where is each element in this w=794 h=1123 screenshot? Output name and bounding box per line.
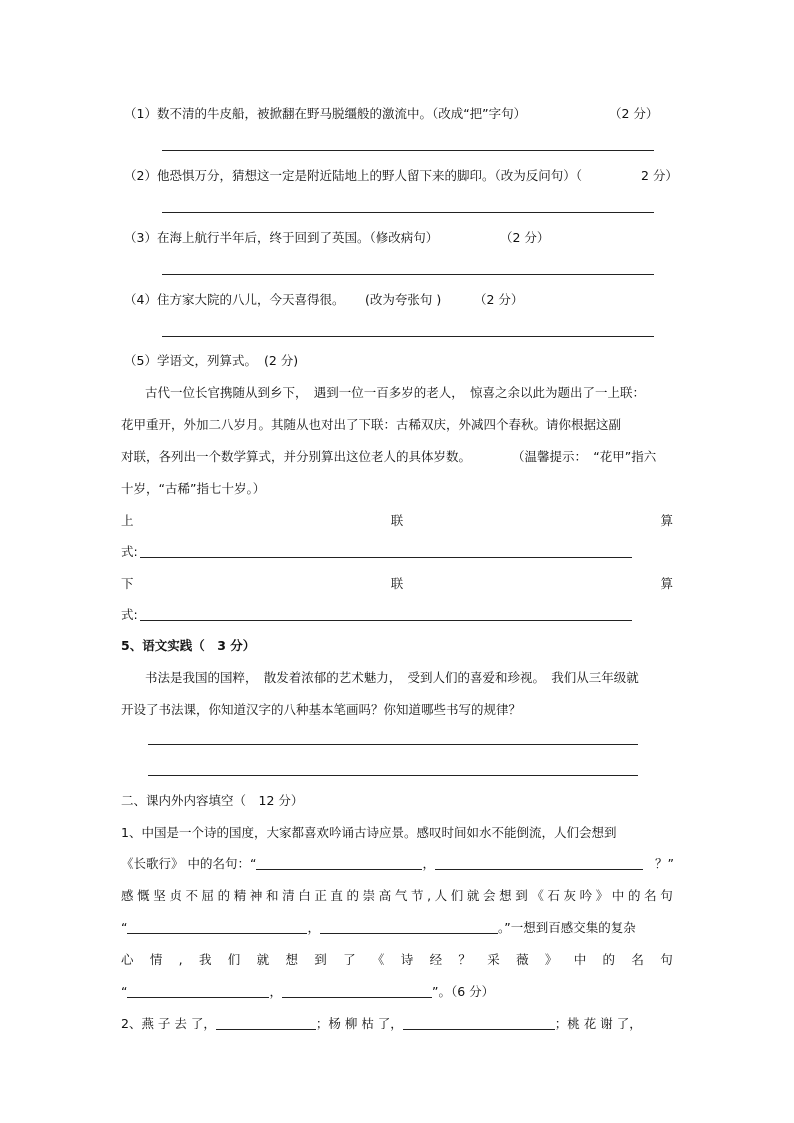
s2-q1-line-5 (121, 952, 673, 968)
line5-char: 我 (198, 952, 212, 967)
q4-text: （4）住方家大院的八儿，今天喜得很。 (124, 292, 345, 307)
q4-score: （2 分） (474, 292, 524, 307)
section5-title: 5、语文实践（ 3 分） (121, 638, 256, 653)
blank-shihuiyin-2[interactable] (320, 920, 498, 934)
line5-char: 诗 (400, 952, 414, 967)
q2-text: （2）他恐惧万分，猜想这一定是附近陆地上的野人留下来的脚印。（改为反问句）（ (124, 168, 582, 183)
upper-char-3: 算 (660, 513, 673, 528)
line3-char: 屈 (201, 888, 215, 903)
q4-note: (改为夸张句 ) (365, 292, 442, 307)
line5-char: 薇 (516, 952, 529, 967)
open-quote: “ (121, 984, 128, 999)
s2-q1-line-6 (121, 984, 494, 1000)
q1-answer-line[interactable] (162, 150, 654, 151)
lower-formula-line[interactable] (140, 620, 632, 621)
s2-q2-part-a: 2、燕 子 去 了， (121, 1016, 216, 1031)
q1-score: （2 分） (609, 106, 659, 121)
line3-char: 不 (185, 888, 198, 903)
q5-score: (2 分) (264, 353, 299, 368)
line5-char: 中 (573, 952, 587, 967)
q1-text: （1）数不清的牛皮船，被掀翻在野马脱缰般的激流中。（改成“把”字句） (124, 106, 527, 121)
line3-char: 们 (450, 888, 464, 903)
line3-char: 名 (644, 888, 657, 903)
lower-char-3: 算 (660, 576, 673, 591)
s2-q1-line-1: 1、中国是一个诗的国度，大家都喜欢吟诵古诗应景。感叹时间如水不能倒流，人们会想到 (121, 825, 617, 840)
s2-q1-line-4 (121, 920, 636, 936)
s2-q1-line-4-end: 。”一想到百感交集的复杂 (498, 920, 636, 935)
line3-char: 》 (595, 888, 609, 903)
line5-char: , (178, 952, 183, 967)
upper-char-1: 上 (121, 513, 134, 528)
blank-shihuiyin-1[interactable] (127, 920, 307, 934)
section5-para-line-1: 书法是我国的国粹， 散发着浓郁的艺术魅力， 受到人们的喜爱和珍视。 我们从三年级就 (145, 670, 639, 685)
line3-char: 想 (499, 888, 512, 903)
line3-char: 中 (611, 888, 625, 903)
line5-char: 的 (602, 952, 616, 967)
line5-char: 就 (256, 952, 270, 967)
s2-q2-line (121, 1016, 642, 1032)
line5-char: 心 (121, 952, 134, 967)
line3-char: 直 (330, 888, 343, 903)
line3-char: 的 (627, 888, 641, 903)
q5-para-line-1: 古代一位长官携随从到乡下， 遇到一位一百多岁的老人， 惊喜之余以此为题出了一上联： (145, 385, 646, 400)
line5-char: 采 (487, 952, 500, 967)
line3-char: 的 (217, 888, 231, 903)
section2-title: 二、课内外内容填空（ 12 分） (121, 793, 304, 808)
line3-char: 神 (249, 888, 263, 903)
line3-char: 的 (346, 888, 360, 903)
line3-char: , (427, 888, 432, 903)
line5-char: 想 (285, 952, 298, 967)
lower-char-1: 下 (121, 576, 134, 591)
lower-couplet-label (121, 576, 673, 592)
section5-answer-line-1[interactable] (148, 744, 638, 745)
blank-congcong-2[interactable] (403, 1016, 555, 1030)
line5-char: 到 (314, 952, 327, 967)
comma: ， (307, 920, 320, 935)
s2-q1-line-6-end: ”。（6 分） (432, 984, 495, 999)
upper-formula-label: 式: (121, 544, 138, 559)
blank-caiwei-2[interactable] (282, 984, 432, 998)
q3-score: （2 分） (500, 230, 550, 245)
line3-char: 坚 (153, 888, 166, 903)
line3-char: 慨 (137, 888, 150, 903)
q2-answer-line[interactable] (162, 212, 654, 213)
s2-q1-line-2 (121, 856, 674, 872)
q5-hint: （温馨提示： “花甲”指六 (512, 449, 657, 464)
line3-char: 精 (233, 888, 247, 903)
s2-q1-line-2-end: ？” (654, 856, 674, 871)
line5-char: 情 (149, 952, 163, 967)
blank-changgexing-1[interactable] (256, 856, 422, 870)
line3-char: 句 (660, 888, 673, 903)
line5-char: 们 (227, 952, 241, 967)
q3-text: （3）在海上航行半年后，终于回到了英国。（修改病句） (124, 230, 439, 245)
open-quote: “ (121, 920, 128, 935)
line5-char: 句 (660, 952, 673, 967)
line3-char: 石 (547, 888, 560, 903)
q3-answer-line[interactable] (162, 274, 654, 275)
blank-congcong-1[interactable] (216, 1016, 316, 1030)
line5-char: 》 (544, 952, 558, 967)
upper-couplet-label (121, 513, 673, 529)
line5-char: ？ (458, 952, 471, 967)
q5-para-line-2: 花甲重开，外加二八岁月。其随从也对出了下联：古稀双庆，外减四个春秋。请你根据这副 (121, 417, 622, 432)
line5-char: 名 (631, 952, 644, 967)
upper-char-2: 联 (390, 513, 404, 528)
s2-q2-part-c: ；桃 花 谢 了， (554, 1016, 642, 1031)
comma: ， (269, 984, 282, 999)
upper-formula-line[interactable] (140, 557, 632, 558)
line3-char: 人 (434, 888, 448, 903)
line3-char: 贞 (169, 888, 182, 903)
section5-answer-line-2[interactable] (148, 775, 638, 776)
line5-char: 《 (371, 952, 385, 967)
q5-para-line-3: 对联，各列出一个数学算式，并分别算出这位老人的具体岁数。 (121, 449, 472, 464)
s2-q1-line-2-prefix: 《长歌行》 中的名句：“ (121, 856, 257, 871)
line3-char: 就 (466, 888, 480, 903)
lower-char-2: 联 (390, 576, 404, 591)
s2-q2-part-b: ；杨 柳 枯 了， (315, 1016, 403, 1031)
q5-para-line-4: 十岁，“古稀”指七十岁。） (121, 481, 266, 496)
section5-para-line-2: 开设了书法课，你知道汉字的八种基本笔画吗？你知道哪些书写的规律？ (121, 702, 522, 717)
q5-title: （5）学语文，列算式。 (124, 353, 257, 368)
line5-char: 了 (343, 952, 356, 967)
line3-char: 节 (410, 888, 424, 903)
line3-char: 吟 (579, 888, 593, 903)
line3-char: 和 (265, 888, 279, 903)
line3-char: 白 (298, 888, 311, 903)
q2-score: 2 分） (641, 168, 678, 183)
q4-answer-line[interactable] (162, 336, 654, 337)
blank-changgexing-2[interactable] (435, 856, 643, 870)
lower-formula-label: 式: (121, 607, 138, 622)
line5-char: 经 (429, 952, 443, 967)
line3-char: 《 (531, 888, 544, 903)
s2-q1-line-3 (121, 888, 673, 904)
line3-char: 清 (282, 888, 295, 903)
line3-char: 会 (482, 888, 496, 903)
line3-char: 到 (515, 888, 528, 903)
line3-char: 感 (121, 888, 134, 903)
blank-caiwei-1[interactable] (127, 984, 269, 998)
line3-char: 正 (314, 888, 327, 903)
line3-char: 崇 (362, 888, 376, 903)
line3-char: 高 (378, 888, 392, 903)
line3-char: 气 (394, 888, 408, 903)
comma: ， (422, 856, 435, 871)
line3-char: 灰 (563, 888, 577, 903)
